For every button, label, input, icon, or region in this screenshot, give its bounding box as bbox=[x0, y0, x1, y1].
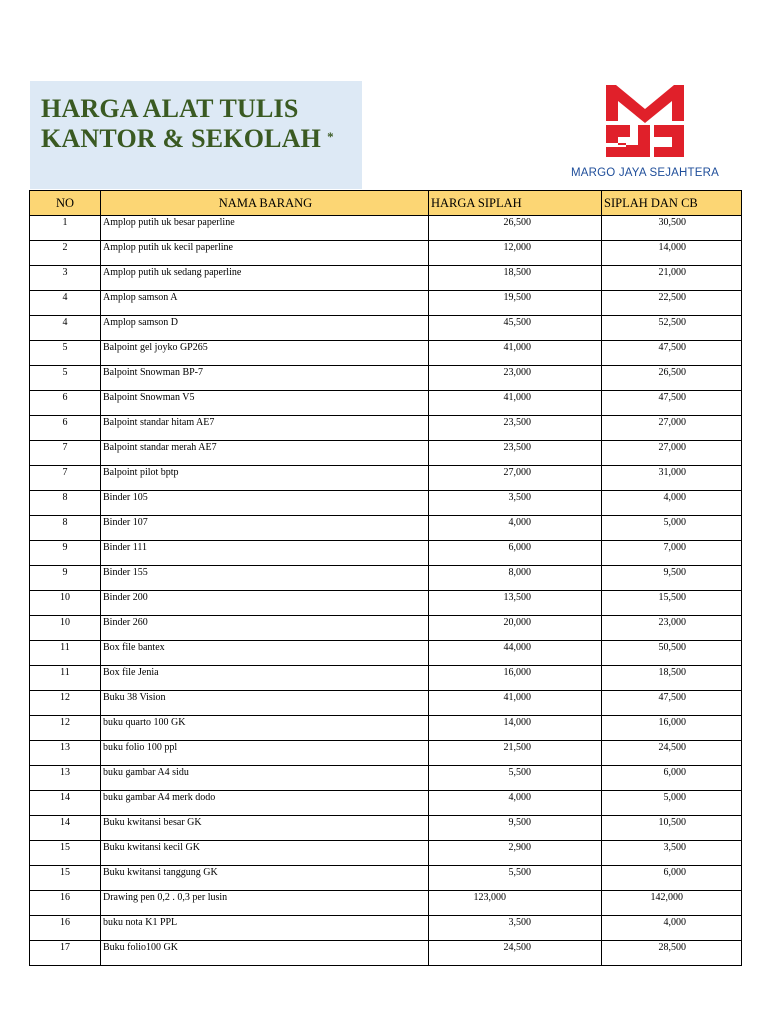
cell-nama-barang: Balpoint pilot bptp bbox=[101, 466, 429, 491]
cell-harga-siplah: 27,000 bbox=[429, 466, 602, 491]
cell-harga-siplah: 24,500 bbox=[429, 941, 602, 966]
cell-no: 3 bbox=[30, 266, 101, 291]
cell-nama-barang: buku gambar A4 merk dodo bbox=[101, 791, 429, 816]
cell-harga-siplah: 3,500 bbox=[429, 491, 602, 516]
cell-siplah-dan-cb: 26,500 bbox=[602, 366, 742, 391]
table-row bbox=[30, 466, 742, 491]
cell-harga-siplah: 41,000 bbox=[429, 691, 602, 716]
header-siplah-dan-cb: SIPLAH DAN CB bbox=[602, 191, 742, 216]
cell-nama-barang: Binder 155 bbox=[101, 566, 429, 591]
table-row bbox=[30, 866, 742, 891]
margo-jaya-logo-mark bbox=[570, 81, 720, 167]
cell-nama-barang: Binder 107 bbox=[101, 516, 429, 541]
cell-siplah-dan-cb: 50,500 bbox=[602, 641, 742, 666]
cell-harga-siplah: 41,000 bbox=[429, 391, 602, 416]
cell-nama-barang: Drawing pen 0,2 . 0,3 per lusin bbox=[101, 891, 429, 916]
cell-nama-barang: Binder 105 bbox=[101, 491, 429, 516]
table-row bbox=[30, 716, 742, 741]
cell-no: 8 bbox=[30, 491, 101, 516]
cell-nama-barang: Binder 260 bbox=[101, 616, 429, 641]
cell-harga-siplah: 44,000 bbox=[429, 641, 602, 666]
cell-harga-siplah: 4,000 bbox=[429, 516, 602, 541]
cell-siplah-dan-cb: 28,500 bbox=[602, 941, 742, 966]
cell-harga-siplah: 21,500 bbox=[429, 741, 602, 766]
cell-no: 14 bbox=[30, 816, 101, 841]
table-header-row bbox=[30, 191, 742, 216]
cell-nama-barang: Balpoint standar hitam AE7 bbox=[101, 416, 429, 441]
table-row bbox=[30, 616, 742, 641]
title-box bbox=[30, 81, 362, 189]
table-row bbox=[30, 891, 742, 916]
cell-harga-siplah: 18,500 bbox=[429, 266, 602, 291]
cell-harga-siplah: 23,500 bbox=[429, 441, 602, 466]
cell-nama-barang: Buku folio100 GK bbox=[101, 941, 429, 966]
cell-nama-barang: Amplop putih uk kecil paperline bbox=[101, 241, 429, 266]
table-row bbox=[30, 216, 742, 241]
cell-siplah-dan-cb: 47,500 bbox=[602, 391, 742, 416]
cell-nama-barang: Box file bantex bbox=[101, 641, 429, 666]
cell-siplah-dan-cb: 3,500 bbox=[602, 841, 742, 866]
cell-nama-barang: buku nota K1 PPL bbox=[101, 916, 429, 941]
cell-siplah-dan-cb: 14,000 bbox=[602, 241, 742, 266]
cell-harga-siplah: 20,000 bbox=[429, 616, 602, 641]
header-no: NO bbox=[30, 191, 101, 216]
cell-no: 10 bbox=[30, 591, 101, 616]
cell-no: 7 bbox=[30, 466, 101, 491]
cell-harga-siplah: 8,000 bbox=[429, 566, 602, 591]
cell-siplah-dan-cb: 24,500 bbox=[602, 741, 742, 766]
table-row bbox=[30, 941, 742, 966]
price-table bbox=[29, 190, 742, 966]
cell-nama-barang: Amplop putih uk sedang paperline bbox=[101, 266, 429, 291]
cell-no: 11 bbox=[30, 641, 101, 666]
cell-nama-barang: Balpoint Snowman BP-7 bbox=[101, 366, 429, 391]
cell-nama-barang: Buku kwitansi besar GK bbox=[101, 816, 429, 841]
table-row bbox=[30, 316, 742, 341]
cell-siplah-dan-cb: 10,500 bbox=[602, 816, 742, 841]
cell-harga-siplah: 16,000 bbox=[429, 666, 602, 691]
table-row bbox=[30, 566, 742, 591]
cell-harga-siplah: 12,000 bbox=[429, 241, 602, 266]
table-row bbox=[30, 666, 742, 691]
cell-siplah-dan-cb: 16,000 bbox=[602, 716, 742, 741]
cell-no: 17 bbox=[30, 941, 101, 966]
table-row bbox=[30, 366, 742, 391]
table-row bbox=[30, 291, 742, 316]
cell-siplah-dan-cb: 15,500 bbox=[602, 591, 742, 616]
cell-harga-siplah: 45,500 bbox=[429, 316, 602, 341]
cell-harga-siplah: 13,500 bbox=[429, 591, 602, 616]
table-row bbox=[30, 541, 742, 566]
table-row bbox=[30, 816, 742, 841]
page-title-line-2 bbox=[41, 124, 334, 154]
table-row bbox=[30, 441, 742, 466]
table-row bbox=[30, 916, 742, 941]
title-asterisk: * bbox=[327, 129, 334, 144]
cell-no: 13 bbox=[30, 766, 101, 791]
cell-siplah-dan-cb: 5,000 bbox=[602, 516, 742, 541]
cell-nama-barang: Box file Jenia bbox=[101, 666, 429, 691]
cell-no: 6 bbox=[30, 391, 101, 416]
table-row bbox=[30, 391, 742, 416]
table-row bbox=[30, 491, 742, 516]
cell-no: 7 bbox=[30, 441, 101, 466]
cell-harga-siplah: 123,000 bbox=[429, 891, 602, 916]
cell-nama-barang: Amplop samson D bbox=[101, 316, 429, 341]
cell-siplah-dan-cb: 47,500 bbox=[602, 341, 742, 366]
company-logo bbox=[570, 81, 720, 191]
cell-harga-siplah: 6,000 bbox=[429, 541, 602, 566]
cell-siplah-dan-cb: 142,000 bbox=[602, 891, 742, 916]
cell-nama-barang: buku folio 100 ppl bbox=[101, 741, 429, 766]
cell-no: 15 bbox=[30, 866, 101, 891]
cell-siplah-dan-cb: 52,500 bbox=[602, 316, 742, 341]
cell-harga-siplah: 19,500 bbox=[429, 291, 602, 316]
table-row bbox=[30, 516, 742, 541]
cell-no: 4 bbox=[30, 316, 101, 341]
table-row bbox=[30, 791, 742, 816]
cell-siplah-dan-cb: 9,500 bbox=[602, 566, 742, 591]
cell-siplah-dan-cb: 6,000 bbox=[602, 766, 742, 791]
cell-siplah-dan-cb: 6,000 bbox=[602, 866, 742, 891]
table-row bbox=[30, 741, 742, 766]
cell-no: 5 bbox=[30, 341, 101, 366]
cell-siplah-dan-cb: 18,500 bbox=[602, 666, 742, 691]
cell-no: 9 bbox=[30, 566, 101, 591]
cell-no: 1 bbox=[30, 216, 101, 241]
cell-siplah-dan-cb: 27,000 bbox=[602, 416, 742, 441]
cell-siplah-dan-cb: 30,500 bbox=[602, 216, 742, 241]
table-row bbox=[30, 341, 742, 366]
cell-nama-barang: Binder 200 bbox=[101, 591, 429, 616]
cell-no: 14 bbox=[30, 791, 101, 816]
cell-nama-barang: Balpoint Snowman V5 bbox=[101, 391, 429, 416]
cell-no: 5 bbox=[30, 366, 101, 391]
cell-nama-barang: Buku 38 Vision bbox=[101, 691, 429, 716]
table-row bbox=[30, 591, 742, 616]
table-row bbox=[30, 766, 742, 791]
cell-siplah-dan-cb: 7,000 bbox=[602, 541, 742, 566]
table-row bbox=[30, 641, 742, 666]
cell-siplah-dan-cb: 31,000 bbox=[602, 466, 742, 491]
table-row bbox=[30, 241, 742, 266]
cell-no: 12 bbox=[30, 691, 101, 716]
cell-siplah-dan-cb: 4,000 bbox=[602, 491, 742, 516]
cell-nama-barang: buku quarto 100 GK bbox=[101, 716, 429, 741]
cell-no: 6 bbox=[30, 416, 101, 441]
cell-no: 9 bbox=[30, 541, 101, 566]
table-row bbox=[30, 266, 742, 291]
cell-no: 15 bbox=[30, 841, 101, 866]
cell-no: 13 bbox=[30, 741, 101, 766]
cell-nama-barang: Buku kwitansi tanggung GK bbox=[101, 866, 429, 891]
company-name: MARGO JAYA SEJAHTERA bbox=[571, 167, 719, 179]
page-title-line-2-text: KANTOR & SEKOLAH bbox=[41, 124, 322, 153]
cell-harga-siplah: 23,500 bbox=[429, 416, 602, 441]
table-body bbox=[30, 216, 742, 966]
cell-no: 11 bbox=[30, 666, 101, 691]
cell-harga-siplah: 4,000 bbox=[429, 791, 602, 816]
cell-harga-siplah: 2,900 bbox=[429, 841, 602, 866]
cell-nama-barang: Buku kwitansi kecil GK bbox=[101, 841, 429, 866]
cell-siplah-dan-cb: 23,000 bbox=[602, 616, 742, 641]
cell-siplah-dan-cb: 22,500 bbox=[602, 291, 742, 316]
table-row bbox=[30, 841, 742, 866]
cell-no: 10 bbox=[30, 616, 101, 641]
cell-siplah-dan-cb: 5,000 bbox=[602, 791, 742, 816]
cell-harga-siplah: 23,000 bbox=[429, 366, 602, 391]
cell-harga-siplah: 5,500 bbox=[429, 866, 602, 891]
cell-siplah-dan-cb: 21,000 bbox=[602, 266, 742, 291]
cell-siplah-dan-cb: 4,000 bbox=[602, 916, 742, 941]
cell-harga-siplah: 5,500 bbox=[429, 766, 602, 791]
cell-nama-barang: Balpoint gel joyko GP265 bbox=[101, 341, 429, 366]
cell-nama-barang: Balpoint standar merah AE7 bbox=[101, 441, 429, 466]
cell-no: 16 bbox=[30, 916, 101, 941]
cell-nama-barang: Amplop putih uk besar paperline bbox=[101, 216, 429, 241]
cell-harga-siplah: 14,000 bbox=[429, 716, 602, 741]
header-harga-siplah: HARGA SIPLAH bbox=[429, 191, 602, 216]
cell-siplah-dan-cb: 27,000 bbox=[602, 441, 742, 466]
cell-nama-barang: Binder 111 bbox=[101, 541, 429, 566]
cell-nama-barang: Amplop samson A bbox=[101, 291, 429, 316]
cell-siplah-dan-cb: 47,500 bbox=[602, 691, 742, 716]
cell-no: 2 bbox=[30, 241, 101, 266]
cell-harga-siplah: 26,500 bbox=[429, 216, 602, 241]
cell-no: 16 bbox=[30, 891, 101, 916]
cell-harga-siplah: 3,500 bbox=[429, 916, 602, 941]
cell-no: 4 bbox=[30, 291, 101, 316]
cell-harga-siplah: 9,500 bbox=[429, 816, 602, 841]
table-row bbox=[30, 691, 742, 716]
page-title-line-1: HARGA ALAT TULIS bbox=[41, 94, 299, 123]
cell-no: 8 bbox=[30, 516, 101, 541]
header-nama-barang: NAMA BARANG bbox=[101, 191, 429, 216]
cell-harga-siplah: 41,000 bbox=[429, 341, 602, 366]
table-row bbox=[30, 416, 742, 441]
cell-no: 12 bbox=[30, 716, 101, 741]
cell-nama-barang: buku gambar A4 sidu bbox=[101, 766, 429, 791]
